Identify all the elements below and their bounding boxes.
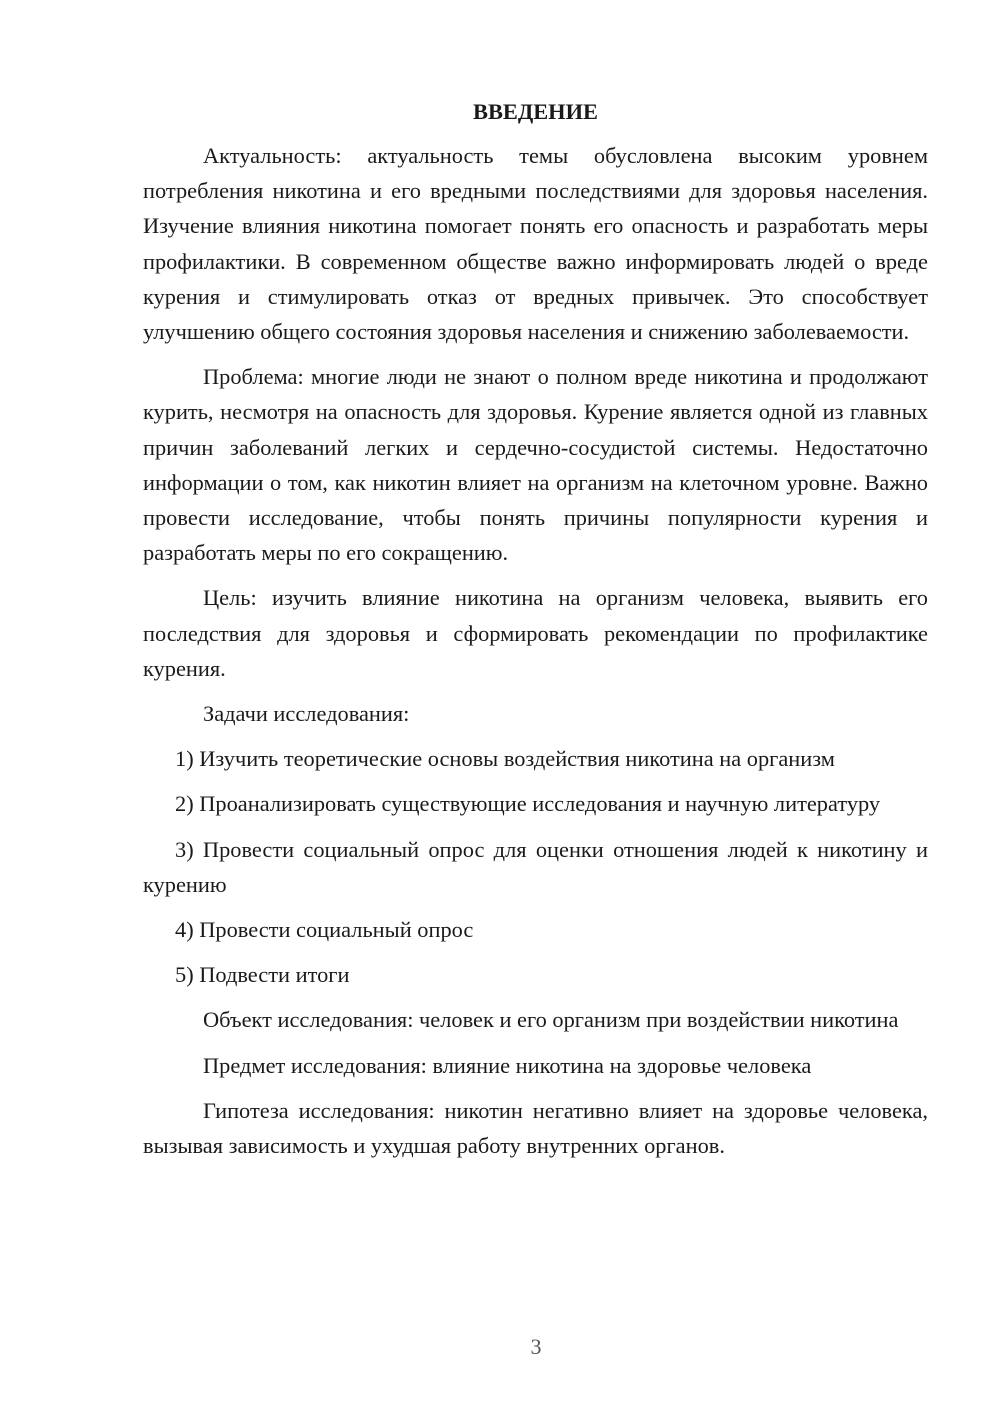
page-number-container [0,1334,1000,1360]
tasks-heading: Задачи исследования: [203,701,410,727]
task-item-5: 5) Подвести итоги [175,962,350,988]
hypothesis-paragraph: Гипотеза исследования: никотин негативно влияет на здоровье человека, вызывая зависимость и ухудшая работу внутренних органов. [143,1097,928,1159]
object-paragraph: Объект исследования: человек и его организм при воздействии никотина [203,1007,899,1033]
page-number: 3 [530,1334,542,1359]
problem-paragraph: Проблема: многие люди не знают о полном вреде никотина и продолжают курить, несмотря на опасность для здоровья. Курение является одной из главных причин заболеваний легких и сердечно-сосудистой системы. Недостаточно информации о том, как никотин влияет на организм на клеточном уровне. Важно провести исследование, чтобы понять причины популярности курения и разработать меры по его сокращению. [143,364,928,566]
goal-paragraph: Цель: изучить влияние никотина на организм человека, выявить его последствия для здоровья и сформировать рекомендации по профилактике курения. [143,585,928,681]
task-item-4: 4) Провести социальный опрос [175,917,474,943]
task-item-2: 2) Проанализировать существующие исследования и научную литературу [175,791,881,817]
page-content [143,96,928,1163]
subject-paragraph: Предмет исследования: влияние никотина на здоровье человека [203,1052,812,1078]
task-item-1: 1) Изучить теоретические основы воздействия никотина на организм [175,746,835,772]
relevance-paragraph: Актуальность: актуальность темы обусловлена высоким уровнем потребления никотина и его вредными последствиями для здоровья населения. Изучение влияния никотина помогает понять его опасность и разработать меры профилактики. В современном обществе важно информировать людей о вреде курения и стимулировать отказ от вредных привычек. Это способствует улучшению общего состояния здоровья населения и снижению заболеваемости. [143,143,928,345]
section-title: ВВЕДЕНИЕ [473,99,598,124]
task-item-3: 3) Провести социальный опрос для оценки отношения людей к никотину и курению [143,836,928,897]
